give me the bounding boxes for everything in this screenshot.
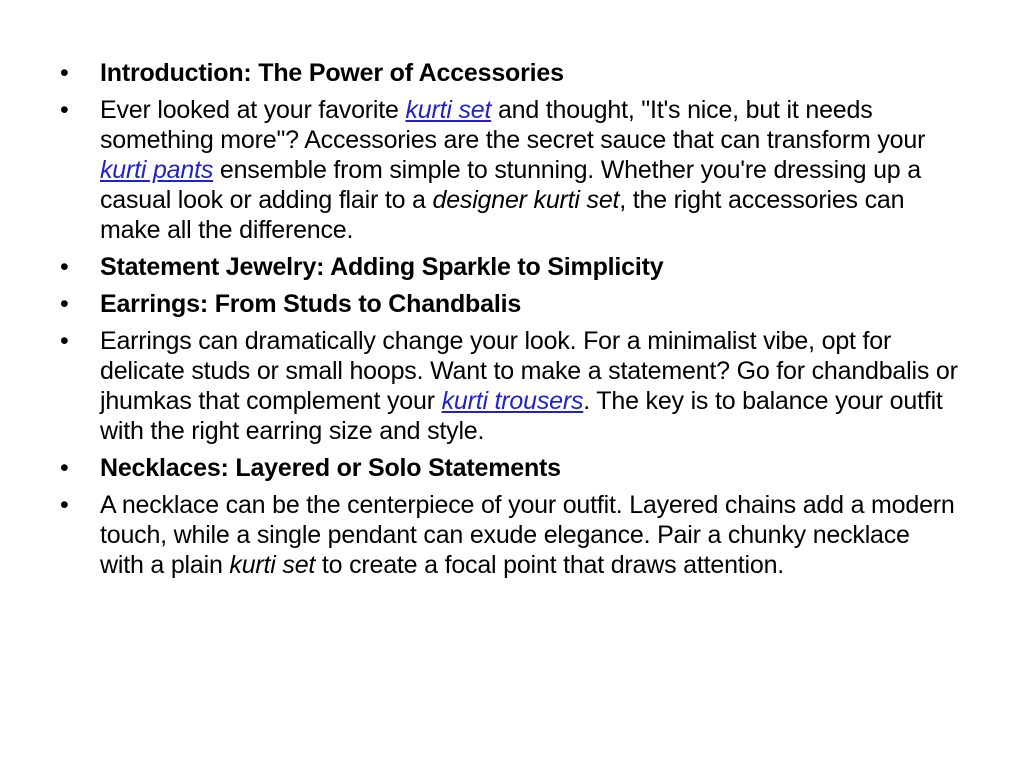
paragraph-text: A necklace can be the centerpiece of your outfit. Layered chains add a modern touch, while a single pendant can exude elegance. Pair a chunky necklace with a plain [100,491,955,579]
section-heading: Statement Jewelry: Adding Sparkle to Simplicity [100,253,664,281]
paragraph-text: , the right accessories can make all the difference. [100,186,905,244]
bullet-icon: • [60,96,69,124]
bullet-icon: • [60,290,69,318]
paragraph-text: ensemble from simple to stunning. Whether you're dressing up a casual look or adding flair to a [100,156,921,214]
paragraph-text: and thought, "It's nice, but it needs something more"? Accessories are the secret sauce that can transform your [100,96,926,154]
bullet-list [60,58,960,587]
section-heading: Necklaces: Layered or Solo Statements [100,454,561,482]
bullet-icon: • [60,454,69,482]
link-kurti-pants[interactable]: kurti pants [100,156,214,184]
section-heading: Introduction: The Power of Accessories [100,59,564,87]
list-item-heading-statement-jewelry [60,252,960,282]
list-item-paragraph-earrings [60,326,960,446]
bullet-icon: • [60,59,69,87]
bullet-icon: • [60,253,69,281]
list-item-heading-introduction [60,58,960,88]
section-heading: Earrings: From Studs to Chandbalis [100,290,522,318]
italic-kurti-set: kurti set [229,551,316,579]
list-item-heading-earrings [60,289,960,319]
paragraph-text: to create a focal point that draws attention. [315,551,785,579]
paragraph-text: Ever looked at your favorite [100,96,406,124]
list-item-paragraph-necklaces [60,490,960,580]
bullet-icon: • [60,327,69,355]
paragraph-text: . The key is to balance your outfit with the right earring size and style. [100,387,943,445]
paragraph-text: Earrings can dramatically change your look. For a minimalist vibe, opt for delicate studs or small hoops. Want to make a statement? Go for chandbalis or jhumkas that complement your [100,327,958,415]
list-item-paragraph-intro [60,95,960,245]
bullet-icon: • [60,491,69,519]
italic-designer-kurti-set: designer kurti set [432,186,620,214]
link-kurti-trousers[interactable]: kurti trousers [441,387,584,415]
link-kurti-set[interactable]: kurti set [405,96,492,124]
list-item-heading-necklaces [60,453,960,483]
